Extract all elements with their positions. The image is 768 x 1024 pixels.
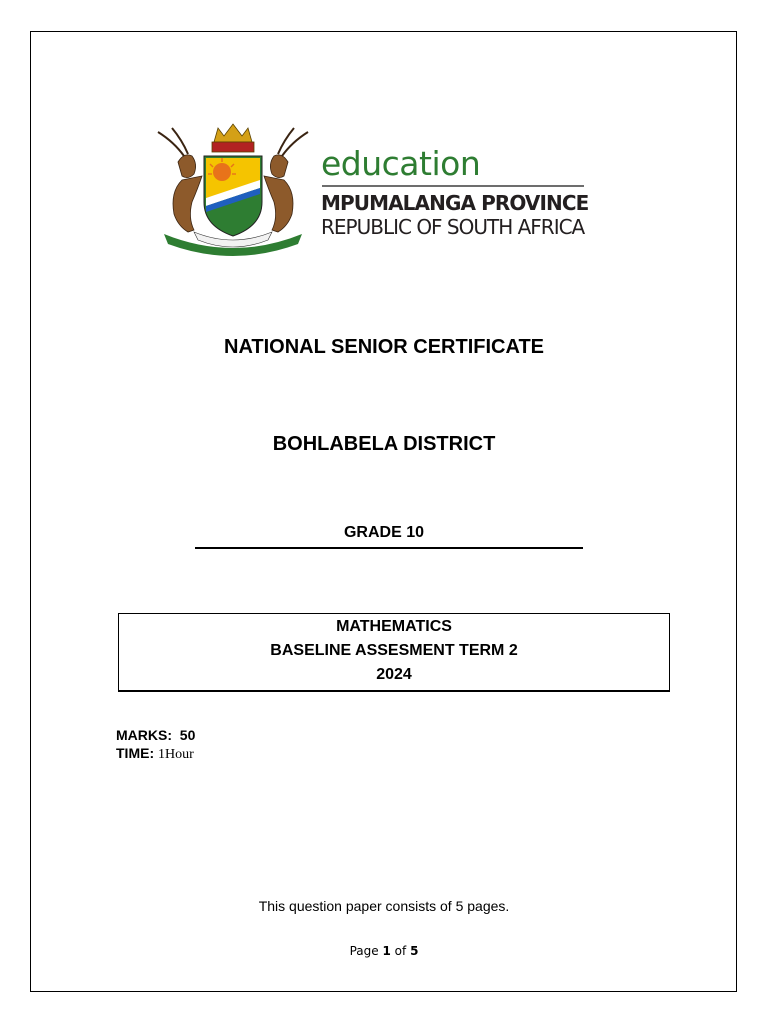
- page-word: Page: [349, 944, 379, 958]
- marks-label: MARKS:: [116, 727, 172, 743]
- grade-underline: [195, 547, 583, 549]
- time-line: [116, 744, 195, 764]
- page-current: 1: [382, 944, 391, 958]
- time-label: TIME:: [116, 745, 155, 761]
- page-total: 5: [410, 944, 419, 958]
- grade-label: GRADE 10: [343, 524, 425, 541]
- province-name: MPUMALANGA PROVINCE: [321, 191, 589, 215]
- marks-value: 50: [179, 727, 196, 743]
- exam-details: [116, 726, 195, 764]
- marks-line: [116, 726, 195, 744]
- district-name: BOHLABELA DISTRICT: [272, 433, 496, 455]
- coat-of-arms-logo: [148, 122, 318, 260]
- page-of: of: [394, 944, 407, 958]
- page-count-note: This question paper consists of 5 pages.: [258, 898, 510, 914]
- time-value: 1Hour: [158, 747, 194, 762]
- subject-box: [118, 613, 670, 692]
- assessment-name: BASELINE ASSESMENT TERM 2: [270, 642, 518, 659]
- brand-divider: [322, 185, 584, 187]
- page-number: [0, 944, 768, 958]
- exam-year: 2024: [376, 666, 412, 683]
- subject-name: MATHEMATICS: [336, 618, 452, 635]
- certificate-title: NATIONAL SENIOR CERTIFICATE: [224, 336, 544, 358]
- brand-word: education: [321, 144, 481, 183]
- country-name: REPUBLIC OF SOUTH AFRICA: [321, 215, 585, 239]
